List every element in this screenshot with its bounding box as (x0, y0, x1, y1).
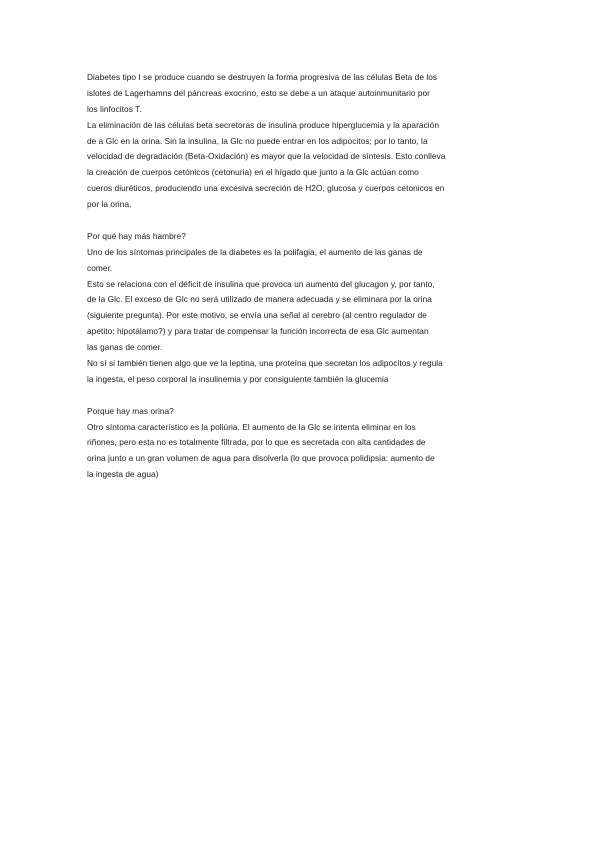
text-line: Esto se relaciona con el déficit de insulina que provoca un aumento del glucagon y, por tanto, (87, 278, 435, 289)
paragraph-mas-hambre (87, 229, 517, 277)
text-line: la creación de cuerpos cetónicos (cetonuria) en el hígado que junto a la Glc actúan como (87, 167, 419, 178)
text-line: Uno de los síntomas principales de la diabetes es la polifagia, el aumento de las ganas de (87, 246, 423, 257)
text-line: Otro síntoma característico es la poliúria. El aumento de la Glc se intenta eliminar en los (87, 421, 416, 432)
paragraph-deficit-insulina (87, 277, 517, 356)
text-line: islotes de Lagerhamns del páncreas exocrino, esto se debe a un ataque autoinmunitario por (87, 87, 430, 98)
text-line: de a Glc en la orina. Sin la insulina, la Glc no puede entrar en los adipocitos; por lo tanto, la (87, 135, 428, 146)
text-line: por la orina. (87, 199, 132, 210)
text-line: Diabetes tipo I se produce cuando se destruyen la forma progresiva de las células Beta de los (87, 72, 438, 82)
text-line: la ingesta de agua) (87, 469, 159, 480)
paragraph-spacer (87, 213, 517, 229)
question-heading: Porque hay mas orina? (87, 405, 174, 416)
document-body (87, 70, 517, 483)
text-line: La eliminación de las células beta secretoras de insulina produce hiperglucemia y la aparación (87, 119, 439, 130)
text-line: apetito: hipotálamo?) y para tratar de compensar la función incorrecta de esa Glc aumentan (87, 326, 429, 337)
paragraph-mas-orina (87, 404, 517, 483)
paragraph-eliminacion-celulas-beta (87, 118, 517, 213)
text-line: las ganas de comer. (87, 342, 163, 353)
paragraph-diabetes-tipo-1 (87, 70, 517, 118)
text-line: (siguiente pregunta). Por este motivo, se envía una señal al cerebro (al centro regulador de (87, 310, 427, 321)
paragraph-spacer (87, 388, 517, 404)
question-heading: Por qué hay más hambre? (87, 230, 186, 241)
text-line: riñones, pero esta no es totalmente filtrada, por lo que es secretada con alta cantidades de (87, 437, 426, 448)
text-line: de la Glc. El exceso de Glc no será utilizado de manera adecuada y se eliminara por la orina (87, 294, 432, 305)
text-line: comer. (87, 262, 113, 273)
text-line: No sí si también tienen algo que ve la leptina, una proteína que secretan los adipocitos y regula (87, 358, 443, 369)
text-line: orina junto a un gran volumen de agua para disolverla (lo que provoca polidipsia: aumento de (87, 453, 435, 464)
text-line: velocidad de degradación (Beta-Oxidación) es mayor que la velocidad de síntesis. Esto conlleva (87, 151, 446, 162)
text-line: la ingesta, el peso corporal la insulinemia y por consiguiente también la glucemia (87, 373, 389, 384)
text-line: cueros diuréticos, produciendo una excesiva secreción de H2O, glucosa y cuerpos cetonicos en (87, 183, 445, 194)
text-line: los linfocitos T. (87, 103, 142, 114)
paragraph-leptina (87, 356, 517, 388)
